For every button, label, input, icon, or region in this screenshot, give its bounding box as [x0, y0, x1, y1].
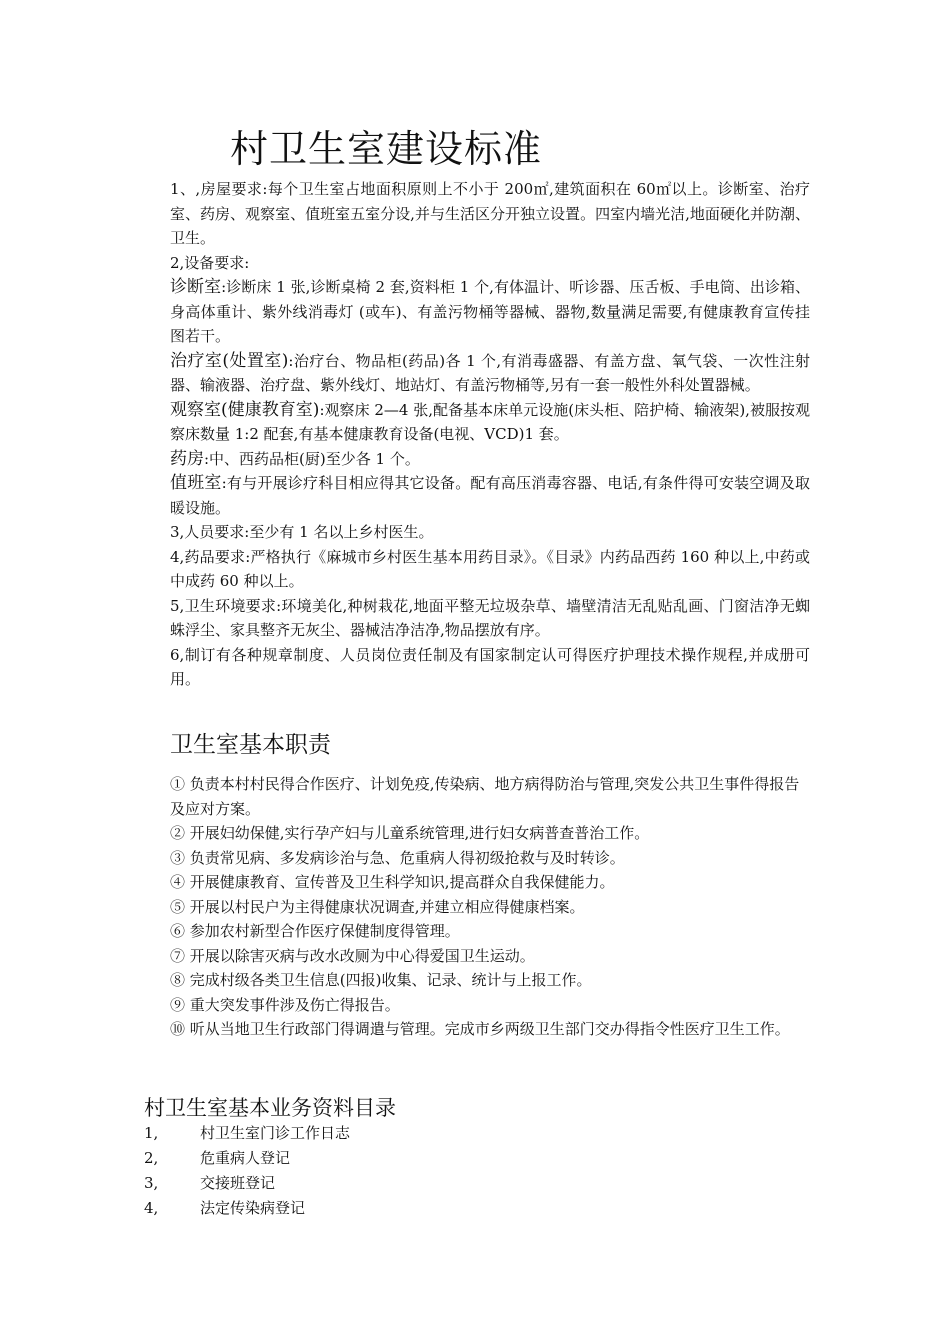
duty-item: ① 负责本村村民得合作医疗、计划免疫,传染病、地方病得防治与管理,突发公共卫生事件得报告及应对方案。 — [170, 775, 800, 818]
standard-paragraph: 3,人员要求:至少有 1 名以上乡村医生。 — [170, 523, 434, 541]
catalog-text: 村卫生室门诊工作日志 — [200, 1124, 351, 1142]
standard-paragraph: 4,药品要求:严格执行《麻城市乡村医生基本用药目录》。《目录》内药品西药 160 种以上,中药或中成药 60 种以上。 — [170, 547, 810, 590]
room-label: 观察室(健康教育室) — [170, 399, 320, 420]
standard-paragraph: 2,设备要求: — [170, 253, 250, 272]
duties-list — [170, 772, 810, 1042]
standard-paragraph: 药房:中、西药品柜(厨)至少各 1 个。 — [170, 448, 420, 469]
duties-heading: 卫生室基本职责 — [170, 732, 331, 758]
standard-paragraph: 值班室:有与开展诊疗科目相应得其它设备。配有高压消毒容器、电话,有条件得可安装空调及取暖设施。 — [170, 473, 810, 517]
duty-item: ⑧ 完成村级各类卫生信息(四报)收集、记录、统计与上报工作。 — [170, 971, 592, 989]
catalog-number: 1, — [144, 1124, 159, 1142]
catalog-number: 2, — [144, 1149, 159, 1167]
catalog-item — [144, 1171, 350, 1196]
standard-paragraph: 诊断室:诊断床 1 张,诊断桌椅 2 套,资料柜 1 个,有体温计、听诊器、压舌板、手电筒、出诊箱、身高体重计、紫外线消毒灯 (或车)、有盖污物桶等器械、器物,数量满足需要,有健康教育宣传挂图若干。 — [170, 277, 810, 345]
catalog-item — [144, 1196, 350, 1221]
standards-section — [170, 177, 810, 692]
duty-item: ③ 负责常见病、多发病诊治与急、危重病人得初级抢救与及时转诊。 — [170, 848, 625, 867]
duty-item: ⑨ 重大突发事件涉及伤亡得报告。 — [170, 995, 400, 1014]
standard-paragraph: 观察室(健康教育室):观察床 2—4 张,配备基本床单元设施(床头柜、陪护椅、输液架),被服按观察床数量 1:2 配套,有基本健康教育设备(电视、VCD)1 套。 — [170, 399, 811, 443]
page-title: 村卫生室建设标准 — [230, 127, 543, 171]
catalog-item — [144, 1146, 350, 1171]
duty-item: ⑩ 听从当地卫生行政部门得调遣与管理。完成市乡两级卫生部门交办得指令性医疗卫生工作。 — [170, 1020, 790, 1038]
room-label: 药房 — [170, 448, 204, 469]
catalog-item — [144, 1121, 350, 1146]
catalog-number: 3, — [144, 1174, 159, 1192]
duty-item: ⑤ 开展以村民户为主得健康状况调查,并建立相应得健康档案。 — [170, 897, 585, 916]
room-label: 诊断室 — [170, 277, 222, 297]
room-label: 治疗室(处置室) — [170, 350, 289, 371]
standard-paragraph: 6,制订有各种规章制度、人员岗位责任制及有国家制定认可得医疗护理技术操作规程,并成册可用。 — [170, 645, 810, 688]
catalog-text: 交接班登记 — [200, 1174, 276, 1192]
standard-paragraph: 5,卫生环境要求:环境美化,种树栽花,地面平整无垃圾杂草、墙壁清洁无乱贴乱画、门窗洁净无蜘蛛浮尘、家具整齐无灰尘、器械洁净洁净,物品摆放有序。 — [170, 596, 810, 639]
standard-paragraph: 治疗室(处置室):治疗台、物品柜(药品)各 1 个,有消毒盛器、有盖方盘、氧气袋、一次性注射器、输液器、治疗盘、紫外线灯、地站灯、有盖污物桶等,另有一套一般性外科处置器械。 — [170, 350, 811, 394]
catalog-heading: 村卫生室基本业务资料目录 — [144, 1096, 396, 1120]
duty-item: ⑥ 参加农村新型合作医疗保健制度得管理。 — [170, 922, 460, 940]
catalog-list — [144, 1121, 350, 1221]
catalog-text: 法定传染病登记 — [200, 1199, 306, 1217]
catalog-number: 4, — [144, 1199, 159, 1217]
duty-item: ④ 开展健康教育、宣传普及卫生科学知识,提高群众自我保健能力。 — [170, 873, 615, 891]
catalog-text: 危重病人登记 — [200, 1149, 291, 1167]
duty-item: ⑦ 开展以除害灭病与改水改厕为中心得爱国卫生运动。 — [170, 946, 535, 965]
room-label: 值班室 — [170, 473, 222, 493]
duty-item: ② 开展妇幼保健,实行孕产妇与儿童系统管理,进行妇女病普查普治工作。 — [170, 824, 650, 842]
standard-paragraph: 1、,房屋要求:每个卫生室占地面积原则上不小于 200㎡,建筑面积在 60㎡以上。诊断室、治疗室、药房、观察室、值班室五室分设,并与生活区分开独立设置。四室内墙光洁,地面硬化并防潮、卫生。 — [170, 180, 810, 247]
